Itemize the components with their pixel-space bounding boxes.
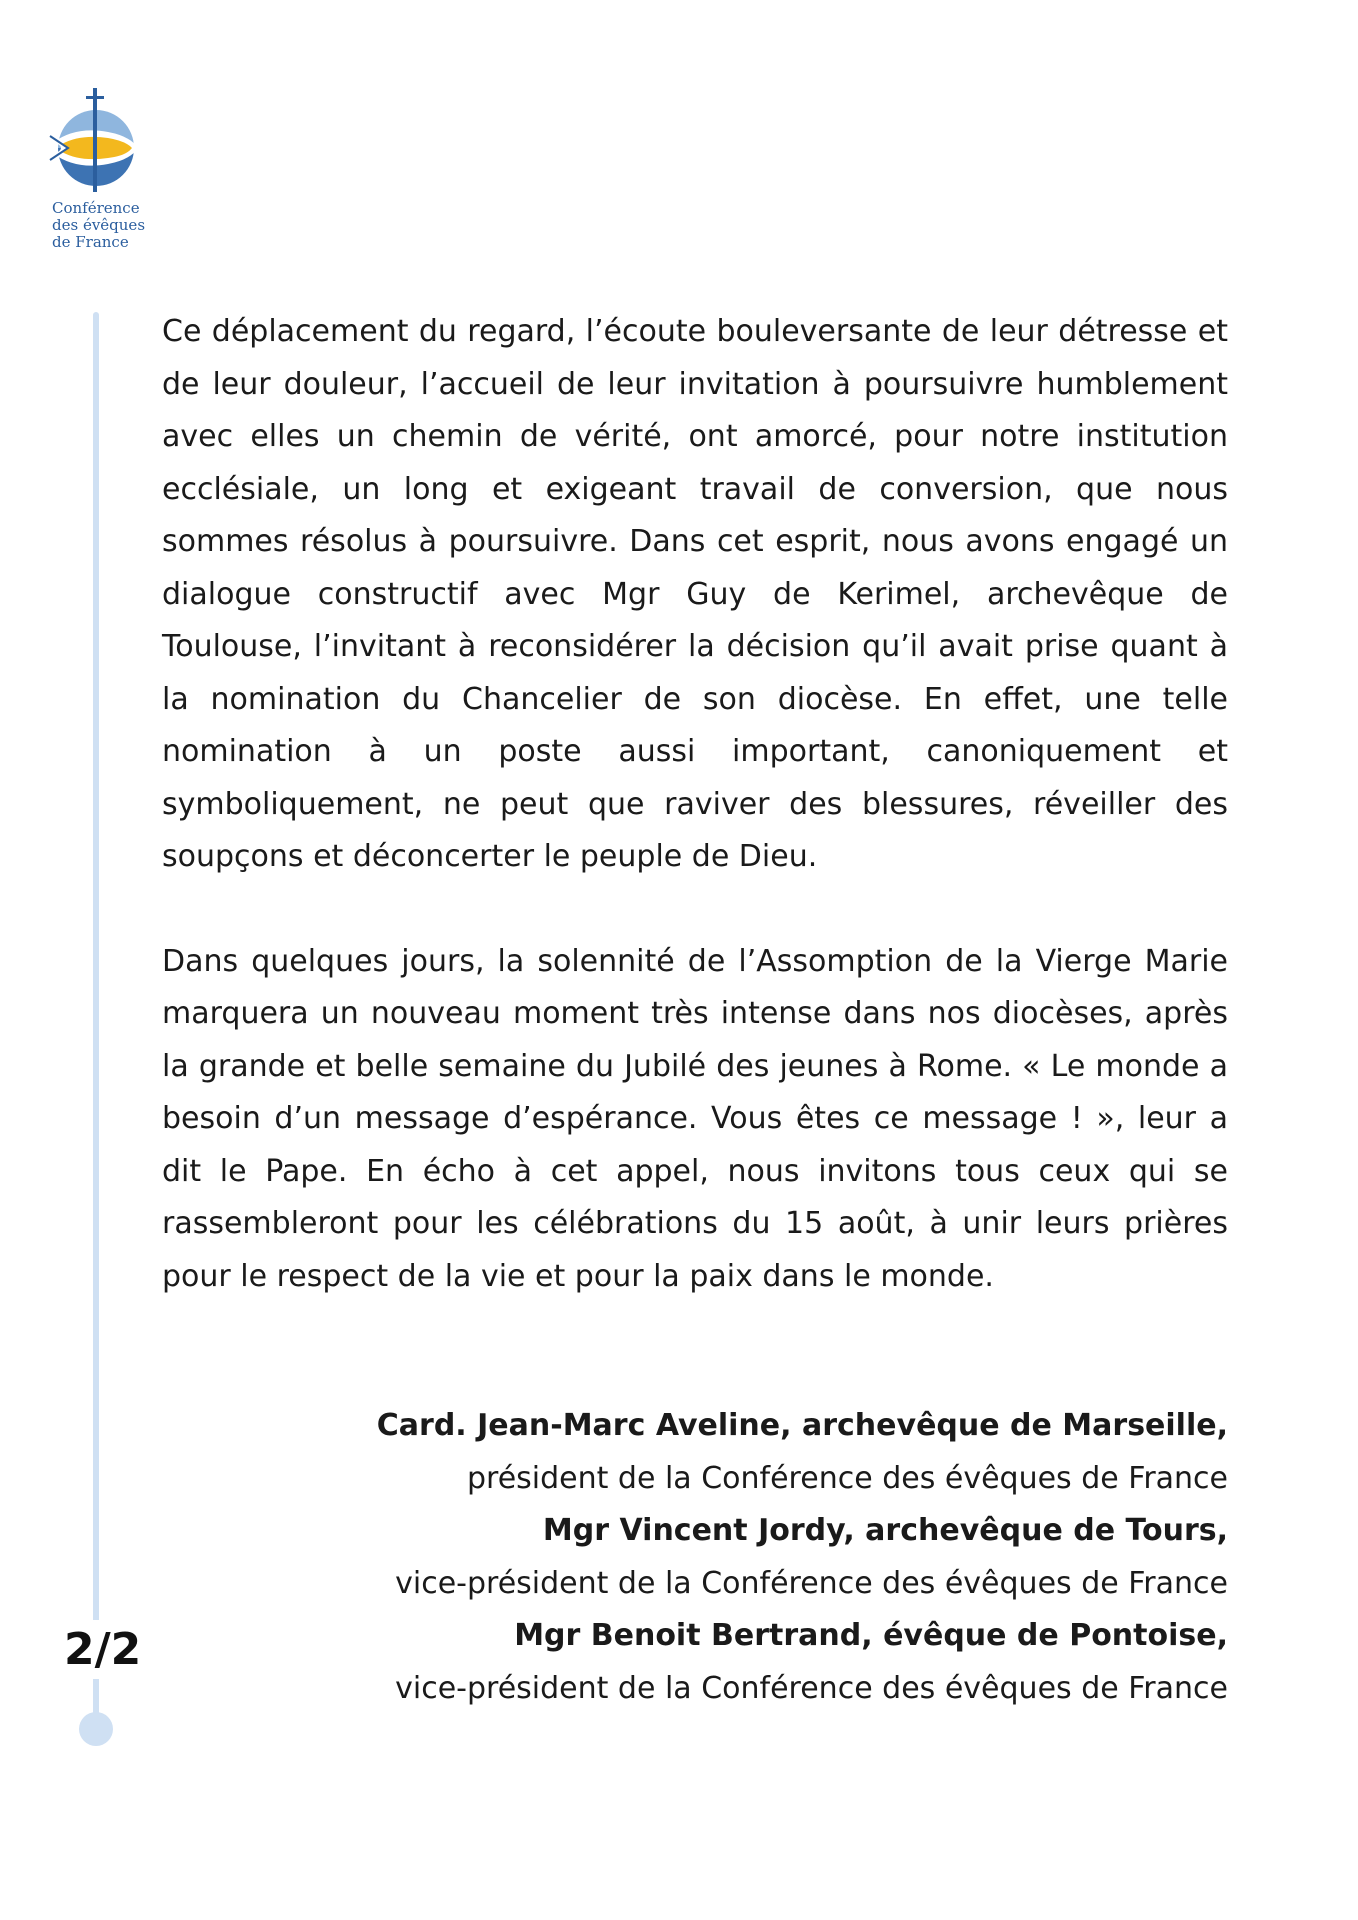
- signatory-role: vice-président de la Conférence des évêques de France: [395, 1565, 1228, 1601]
- logo-line-1: Conférence: [52, 199, 140, 217]
- signatory-name: Mgr Benoit Bertrand, évêque de Pontoise,: [514, 1618, 1228, 1653]
- signatory-name: Card. Jean-Marc Aveline, archevêque de Marseille,: [376, 1408, 1228, 1443]
- cef-logo: [44, 86, 156, 251]
- paragraph: Dans quelques jours, la solennité de l’Assomption de la Vierge Marie marquera un nouveau moment très intense dans nos diocèses, après la grande et belle semaine du Jubilé des jeunes à Rome. « Le monde a besoin d’un message d’espérance. Vous êtes ce message ! », leur a dit le Pape. En écho à cet appel, nous invitons tous ceux qui se rassembleront pour les célébrations du 15 août, à unir leurs prières pour le respect de la vie et pour la paix dans le monde.: [162, 943, 1228, 1294]
- timeline-dot: [79, 1712, 113, 1746]
- page-number: 2/2: [64, 1620, 141, 1679]
- signatory-role: vice-président de la Conférence des évêques de France: [395, 1670, 1228, 1706]
- signature-block: [162, 1400, 1228, 1715]
- letter-body: [162, 306, 1228, 1355]
- signatory-role: président de la Conférence des évêques de France: [466, 1460, 1228, 1496]
- logo-line-2: des évêques: [52, 216, 146, 234]
- timeline-line: [93, 312, 99, 1722]
- signatory-name: Mgr Vincent Jordy, archevêque de Tours,: [542, 1513, 1228, 1548]
- paragraph: Ce déplacement du regard, l’écoute bouleversante de leur détresse et de leur douleur, l’accueil de leur invitation à poursuivre humblement avec elles un chemin de vérité, ont amorcé, pour notre institution ecclésiale, un long et exigeant travail de conversion, que nous sommes résolus à poursuivre. Dans cet esprit, nous avons engagé un dialogue constructif avec Mgr Guy de Kerimel, archevêque de Toulouse, l’invitant à reconsidérer la décision qu’il avait prise quant à la nomination du Chancelier de son diocèse. En effet, une telle nomination à un poste aussi important, canoniquement et symboliquement, ne peut que raviver des blessures, réveiller des soupçons et déconcerter le peuple de Dieu.: [162, 314, 1228, 874]
- cef-cross-fish-logo-icon: [46, 86, 146, 196]
- logo-line-3: de France: [52, 233, 129, 251]
